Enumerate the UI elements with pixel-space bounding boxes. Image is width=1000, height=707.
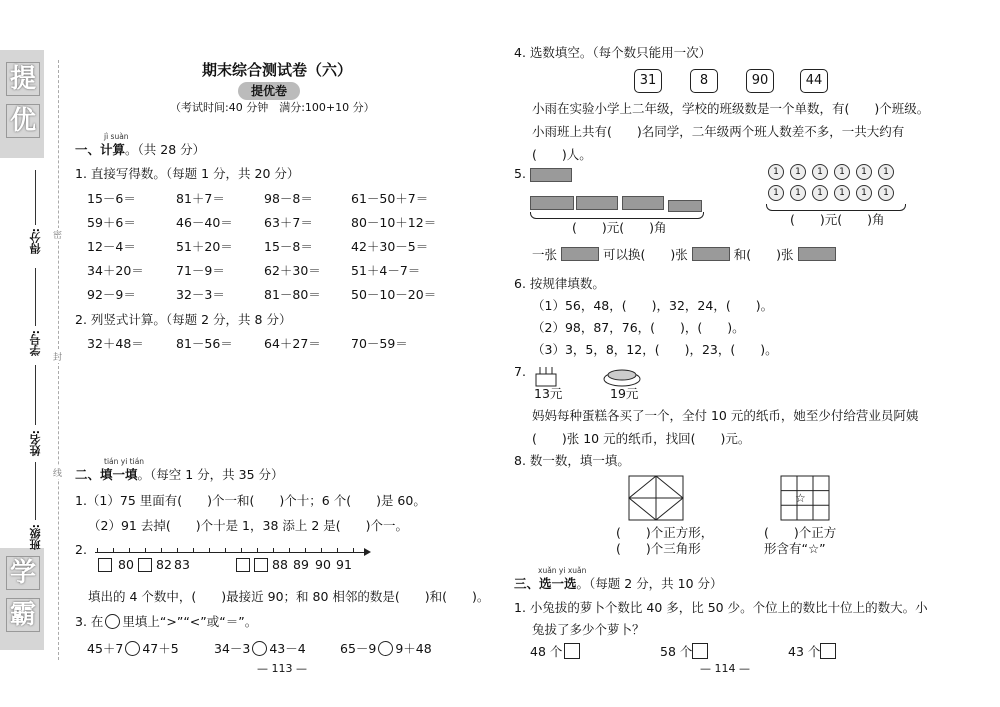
choice-option: 43 个	[788, 644, 821, 659]
banknote-icon	[530, 168, 572, 182]
blank-box[interactable]	[98, 558, 112, 572]
cake2-price: 19元	[610, 386, 639, 401]
number-card: 8	[690, 69, 718, 93]
score-label: 得分:	[29, 228, 42, 255]
number-line-arrow	[364, 548, 371, 556]
numberline-label: 88	[272, 557, 288, 572]
numberline-label: 90	[315, 557, 331, 572]
class-label: 班级:	[29, 524, 42, 551]
q5-line-a: 一张	[532, 247, 558, 262]
q8-b2: 形含有“☆”	[764, 541, 826, 556]
choice-option: 58 个	[660, 644, 693, 659]
sec2-heading	[75, 467, 284, 483]
calc-item: 62＋30＝	[264, 263, 321, 278]
cake-icon	[532, 364, 560, 388]
sec2-heading-text: 二、填一填	[75, 467, 138, 482]
coin-icon: 1	[878, 185, 894, 201]
q7-line1: 妈妈每种蛋糕各买了一个，全付 10 元的纸币，她至少付给营业员阿姨	[532, 408, 919, 423]
binding-mark-mi: 密	[53, 228, 62, 241]
coin-icon: 1	[856, 185, 872, 201]
number-card: 90	[746, 69, 774, 93]
fill3-post: 里填上“>”“<”或“＝”。	[122, 614, 258, 629]
blank-box[interactable]	[236, 558, 250, 572]
compare-item	[340, 641, 432, 657]
fill1b: （2）91 去掉( )个十是 1，38 添上 2 是( )个一。	[88, 518, 409, 533]
cake1-price: 13元	[534, 386, 563, 401]
calc-item: 98－8＝	[264, 191, 313, 206]
q4-line2: 小雨班上共有( )名同学，二年级两个班人数差不多，一共大约有	[532, 124, 905, 139]
banknote-icon	[692, 247, 730, 261]
q5-line-c: 和( )张	[733, 247, 794, 262]
q5-num: 5.	[514, 166, 526, 181]
blank-box[interactable]	[138, 558, 152, 572]
banknote-icon	[798, 247, 836, 261]
coin-icon: 1	[878, 164, 894, 180]
numberline-label: 82	[156, 557, 172, 572]
q6-row: （1）56，48，( )，32，24，( )。	[532, 298, 774, 313]
calc-item: 51＋20＝	[176, 239, 233, 254]
page-number-right: — 114 —	[700, 662, 750, 675]
q6-row: （3）3，5，8，12，( )，23，( )。	[532, 342, 778, 357]
sec1-pinyin: jì suàn	[104, 132, 129, 141]
compare-right: 47＋5	[142, 641, 179, 656]
vertical-calc-item: 32＋48＝	[87, 336, 144, 351]
coin-icon: 1	[790, 185, 806, 201]
compare-left: 65－9	[340, 641, 377, 656]
calc-item: 12－4＝	[87, 239, 136, 254]
calc-item: 80－10＋12＝	[351, 215, 437, 230]
sec1-heading-note: 。（共 28 分）	[125, 142, 206, 157]
banknote-icon	[530, 196, 574, 210]
calc-item: 32－3＝	[176, 287, 225, 302]
q8-b1: ( )个正方	[764, 525, 837, 540]
q4-title: 4. 选数填空。（每个数只能用一次）	[514, 45, 712, 60]
page-title: 期末综合测试卷（六）	[202, 61, 353, 79]
banknote-icon	[668, 200, 702, 212]
calc-item: 81－80＝	[264, 287, 321, 302]
banknote-icon	[576, 196, 618, 210]
calc-item: 63＋7＝	[264, 215, 313, 230]
q8-title: 8. 数一数，填一填。	[514, 453, 630, 468]
fill3-title	[75, 614, 257, 630]
calc-item: 81＋7＝	[176, 191, 225, 206]
number-card: 44	[800, 69, 828, 93]
calc-item: 34＋20＝	[87, 263, 144, 278]
compare-circle[interactable]	[378, 641, 393, 656]
side-title-char-1: 提	[6, 62, 40, 96]
calc-item: 50－10－20＝	[351, 287, 437, 302]
class-line	[35, 462, 36, 520]
binding-mark-xian: 线	[53, 466, 62, 479]
page-number-left: — 113 —	[257, 662, 307, 675]
q4-line1: 小雨在实验小学上二年级，学校的班级数是一个单数，有( )个班级。	[532, 101, 930, 116]
calc-item: 15－8＝	[264, 239, 313, 254]
vertical-calc-item: 81－56＝	[176, 336, 233, 351]
sec3-heading-text: 三、选一选	[514, 576, 577, 591]
numberline-label: 91	[336, 557, 352, 572]
compare-item	[214, 641, 306, 657]
sec1-heading-text: 一、计算	[75, 142, 126, 157]
sec1-heading	[75, 142, 205, 158]
calc-item: 15－6＝	[87, 191, 136, 206]
calc-item: 71－9＝	[176, 263, 225, 278]
banknote-icon	[561, 247, 599, 261]
numberline-label: 80	[118, 557, 134, 572]
side-title-char-4: 霸	[6, 598, 40, 632]
compare-right: 9＋48	[395, 641, 432, 656]
fill3-pre: 3. 在	[75, 614, 104, 629]
difficulty-badge: 提优卷	[238, 82, 300, 100]
coin-icon: 1	[790, 164, 806, 180]
q4-line3: ( )人。	[532, 147, 592, 162]
sec2-pinyin: tián yi tián	[104, 457, 145, 466]
money-answer-b: ( )元( )角	[790, 212, 885, 227]
banknote-icon	[622, 196, 664, 210]
side-title-char-2: 优	[6, 104, 40, 138]
calc-item: 46－40＝	[176, 215, 233, 230]
compare-right: 43－4	[269, 641, 306, 656]
numberline-label: 89	[293, 557, 309, 572]
coin-grid	[768, 164, 902, 206]
sec2-heading-note: 。（每空 1 分，共 35 分）	[137, 467, 284, 482]
side-title-char-3: 学	[6, 556, 40, 590]
choice-box[interactable]	[564, 643, 580, 659]
number-card: 31	[634, 69, 662, 93]
calc-item: 51＋4－7＝	[351, 263, 421, 278]
choice-box[interactable]	[692, 643, 708, 659]
star-icon: ☆	[795, 491, 806, 505]
calc-item: 59＋6＝	[87, 215, 136, 230]
compare-circle[interactable]	[125, 641, 140, 656]
cake-icon	[602, 366, 642, 388]
q5-line	[532, 247, 840, 263]
q5-line-b: 可以换( )张	[603, 247, 688, 262]
coin-icon: 1	[812, 185, 828, 201]
choice-box[interactable]	[820, 643, 836, 659]
name-label: 姓名:	[29, 430, 42, 457]
score-line	[35, 170, 36, 225]
q9-line2: 兔拔了多少个萝卜？	[532, 622, 645, 637]
square-diamond-figure	[628, 475, 684, 521]
coin-icon: 1	[768, 185, 784, 201]
q6-row: （2）98，87，76，( )，( )。	[532, 320, 745, 335]
choice-option: 48 个	[530, 644, 563, 659]
blank-box[interactable]	[254, 558, 268, 572]
fill2-num: 2.	[75, 542, 87, 557]
sec3-pinyin: xuǎn yi xuǎn	[538, 566, 587, 575]
name-line	[35, 365, 36, 425]
coin-icon: 1	[834, 164, 850, 180]
numberline-label: 83	[174, 557, 190, 572]
q8-a1: ( )个正方形，	[616, 525, 714, 540]
calc-item: 92－9＝	[87, 287, 136, 302]
student-id-line	[35, 268, 36, 326]
calc-item: 61－50＋7＝	[351, 191, 429, 206]
exam-info: （考试时间:40 分钟 满分:100+10 分）	[170, 101, 375, 114]
q2-title: 2. 列竖式计算。（每题 2 分，共 8 分）	[75, 312, 292, 327]
q1-title: 1. 直接写得数。（每题 1 分，共 20 分）	[75, 166, 300, 181]
calc-item: 42＋30－5＝	[351, 239, 429, 254]
binding-mark-feng: 封	[53, 350, 62, 363]
compare-left: 45＋7	[87, 641, 124, 656]
vertical-calc-item: 64＋27＝	[264, 336, 321, 351]
coin-icon: 1	[834, 185, 850, 201]
money-answer-a: ( )元( )角	[572, 220, 667, 235]
sec3-heading-note: 。（每题 2 分，共 10 分）	[576, 576, 723, 591]
sec3-heading	[514, 576, 723, 592]
q8-a2: ( )个三角形	[616, 541, 701, 556]
coin-icon: 1	[768, 164, 784, 180]
brace-icon	[766, 204, 906, 211]
vertical-calc-item: 70－59＝	[351, 336, 408, 351]
q7-line2: ( )张 10 元的纸币，找回( )元。	[532, 431, 751, 446]
q7-num: 7.	[514, 364, 526, 379]
brace-icon	[530, 212, 704, 219]
coin-icon: 1	[856, 164, 872, 180]
q6-title: 6. 按规律填数。	[514, 276, 605, 291]
student-id-label: 学号:	[29, 330, 42, 357]
q9-line1: 1. 小兔拔的萝卜个数比 40 多，比 50 少。个位上的数比十位上的数大。小	[514, 600, 928, 615]
compare-circle[interactable]	[252, 641, 267, 656]
coin-icon: 1	[812, 164, 828, 180]
fill1a: 1.（1）75 里面有( )个一和( )个十；6 个( )是 60。	[75, 493, 426, 508]
compare-left: 34－3	[214, 641, 251, 656]
compare-item	[87, 641, 179, 657]
number-line-ticks	[97, 548, 359, 553]
fill2-text: 填出的 4 个数中，( )最接近 90；和 80 相邻的数是( )和( )。	[88, 589, 490, 604]
circle-icon	[105, 614, 120, 629]
